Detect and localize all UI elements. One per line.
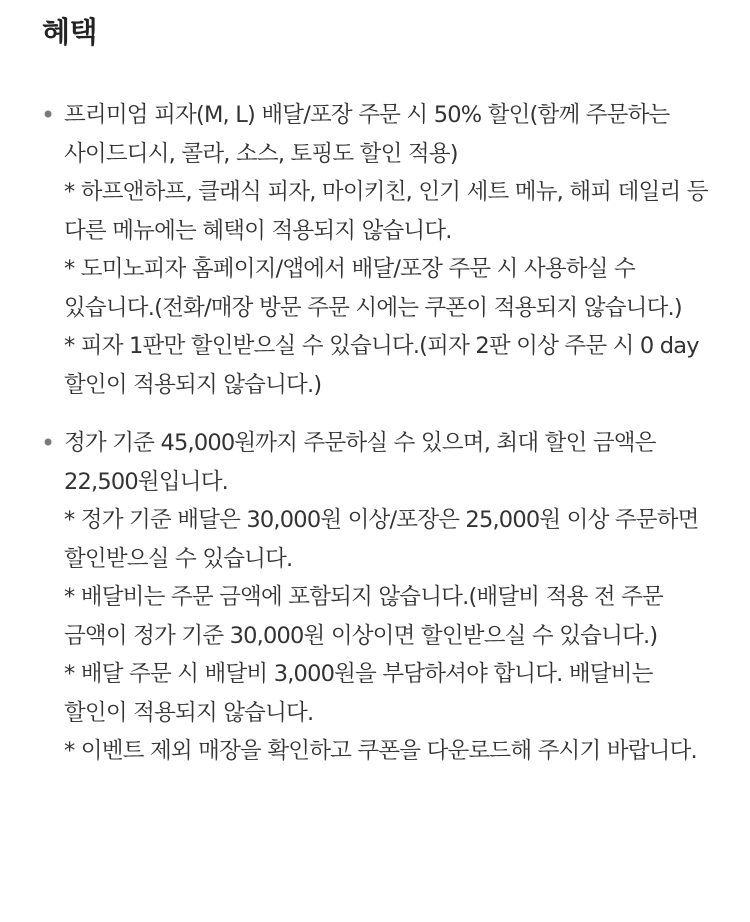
benefit-item-1 bbox=[42, 96, 720, 404]
benefit-text: 프리미엄 피자(M, L) 배달/포장 주문 시 50% 할인(함께 주문하는 사이드디시, 콜라, 소스, 토핑도 할인 적용) bbox=[64, 102, 670, 167]
benefit-note: * 배달비는 주문 금액에 포함되지 않습니다.(배달비 적용 전 주문 금액이 정가 기준 30,000원 이상이면 할인받으실 수 있습니다.) bbox=[64, 584, 663, 649]
benefit-note: * 배달 주문 시 배달비 3,000원을 부담하셔야 합니다. 배달비는 할인이 적용되지 않습니다. bbox=[64, 661, 653, 726]
benefit-item-2 bbox=[42, 424, 720, 771]
bullet-icon: • bbox=[41, 429, 56, 457]
benefit-note: * 정가 기준 배달은 30,000원 이상/포장은 25,000원 이상 주문하면 할인받으실 수 있습니다. bbox=[64, 507, 699, 572]
benefit-note: * 도미노피자 홈페이지/앱에서 배달/포장 주문 시 사용하실 수 있습니다.(전화/매장 방문 주문 시에는 쿠폰이 적용되지 않습니다.) bbox=[64, 256, 682, 321]
benefit-note: * 하프앤하프, 클래식 피자, 마이키친, 인기 세트 메뉴, 해피 데일리 등 다른 메뉴에는 혜택이 적용되지 않습니다. bbox=[64, 179, 708, 244]
benefit-list bbox=[42, 96, 720, 771]
benefit-note: * 이벤트 제외 매장을 확인하고 쿠폰을 다운로드해 주시기 바랍니다. bbox=[64, 738, 697, 764]
bullet-icon: • bbox=[41, 101, 56, 129]
benefit-note: * 피자 1판만 할인받으실 수 있습니다.(피자 2판 이상 주문 시 0 day 할인이 적용되지 않습니다.) bbox=[64, 333, 699, 398]
benefit-text: 정가 기준 45,000원까지 주문하실 수 있으며, 최대 할인 금액은 22,500원입니다. bbox=[64, 430, 656, 495]
page-title: 혜택 bbox=[42, 15, 98, 49]
